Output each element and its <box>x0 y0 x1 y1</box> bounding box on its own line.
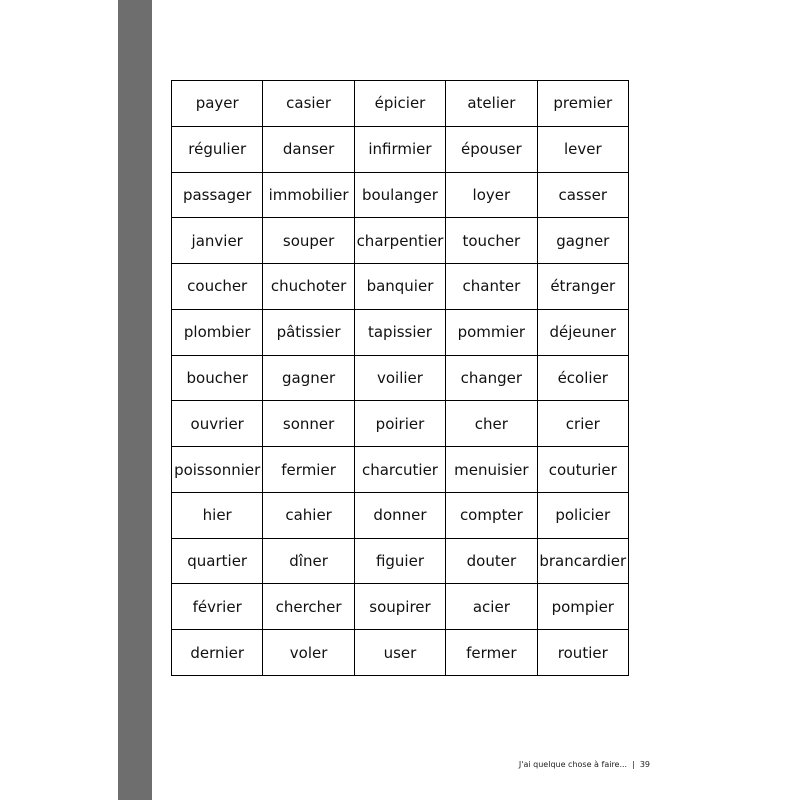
table-row <box>172 401 629 447</box>
side-band <box>118 0 152 800</box>
word-grid <box>171 80 629 676</box>
page-number: 39 <box>639 760 650 769</box>
word-cell: voler <box>263 630 354 676</box>
table-row <box>172 447 629 493</box>
word-cell: infirmier <box>354 126 445 172</box>
word-cell: toucher <box>446 218 537 264</box>
word-cell: poirier <box>354 401 445 447</box>
word-cell: tapissier <box>354 309 445 355</box>
word-cell: acier <box>446 584 537 630</box>
word-cell: atelier <box>446 81 537 127</box>
word-cell: loyer <box>446 172 537 218</box>
word-cell: lever <box>537 126 628 172</box>
page-footer <box>152 760 650 769</box>
word-cell: charpentier <box>354 218 445 264</box>
word-cell: boucher <box>172 355 263 401</box>
word-cell: coucher <box>172 264 263 310</box>
word-cell: souper <box>263 218 354 264</box>
word-cell: pâtissier <box>263 309 354 355</box>
table-row <box>172 172 629 218</box>
word-cell: hier <box>172 492 263 538</box>
word-cell: ouvrier <box>172 401 263 447</box>
word-cell: fermier <box>263 447 354 493</box>
word-cell: casser <box>537 172 628 218</box>
word-cell: épouser <box>446 126 537 172</box>
word-cell: boulanger <box>354 172 445 218</box>
word-cell: chuchoter <box>263 264 354 310</box>
word-cell: couturier <box>537 447 628 493</box>
word-cell: janvier <box>172 218 263 264</box>
word-cell: policier <box>537 492 628 538</box>
word-cell: chanter <box>446 264 537 310</box>
word-cell: soupirer <box>354 584 445 630</box>
word-cell: routier <box>537 630 628 676</box>
word-cell: brancardier <box>537 538 628 584</box>
word-cell: plombier <box>172 309 263 355</box>
word-cell: casier <box>263 81 354 127</box>
word-cell: premier <box>537 81 628 127</box>
table-row <box>172 264 629 310</box>
table-row <box>172 630 629 676</box>
word-cell: figuier <box>354 538 445 584</box>
table-row <box>172 309 629 355</box>
word-cell: immobilier <box>263 172 354 218</box>
word-cell: sonner <box>263 401 354 447</box>
table-row <box>172 584 629 630</box>
table-row <box>172 218 629 264</box>
word-cell: compter <box>446 492 537 538</box>
footer-title: J'ai quelque chose à faire... <box>518 760 628 769</box>
word-cell: étranger <box>537 264 628 310</box>
word-cell: régulier <box>172 126 263 172</box>
word-cell: cher <box>446 401 537 447</box>
word-cell: dîner <box>263 538 354 584</box>
word-cell: danser <box>263 126 354 172</box>
table-row <box>172 538 629 584</box>
word-cell: poissonnier <box>172 447 263 493</box>
word-cell: passager <box>172 172 263 218</box>
word-cell: fermer <box>446 630 537 676</box>
word-cell: douter <box>446 538 537 584</box>
table-row <box>172 81 629 127</box>
word-cell: février <box>172 584 263 630</box>
word-cell: gagner <box>537 218 628 264</box>
word-cell: voilier <box>354 355 445 401</box>
word-cell: pommier <box>446 309 537 355</box>
word-cell: user <box>354 630 445 676</box>
word-cell: quartier <box>172 538 263 584</box>
word-cell: donner <box>354 492 445 538</box>
word-cell: crier <box>537 401 628 447</box>
word-cell: cahier <box>263 492 354 538</box>
word-cell: épicier <box>354 81 445 127</box>
word-cell: menuisier <box>446 447 537 493</box>
word-cell: changer <box>446 355 537 401</box>
table-row <box>172 126 629 172</box>
word-cell: payer <box>172 81 263 127</box>
word-cell: déjeuner <box>537 309 628 355</box>
word-cell: pompier <box>537 584 628 630</box>
word-cell: charcutier <box>354 447 445 493</box>
word-cell: banquier <box>354 264 445 310</box>
table-row <box>172 355 629 401</box>
word-cell: chercher <box>263 584 354 630</box>
table-row <box>172 492 629 538</box>
word-cell: dernier <box>172 630 263 676</box>
word-cell: gagner <box>263 355 354 401</box>
word-grid-body <box>172 81 629 676</box>
footer-separator: | <box>632 760 635 769</box>
word-cell: écolier <box>537 355 628 401</box>
